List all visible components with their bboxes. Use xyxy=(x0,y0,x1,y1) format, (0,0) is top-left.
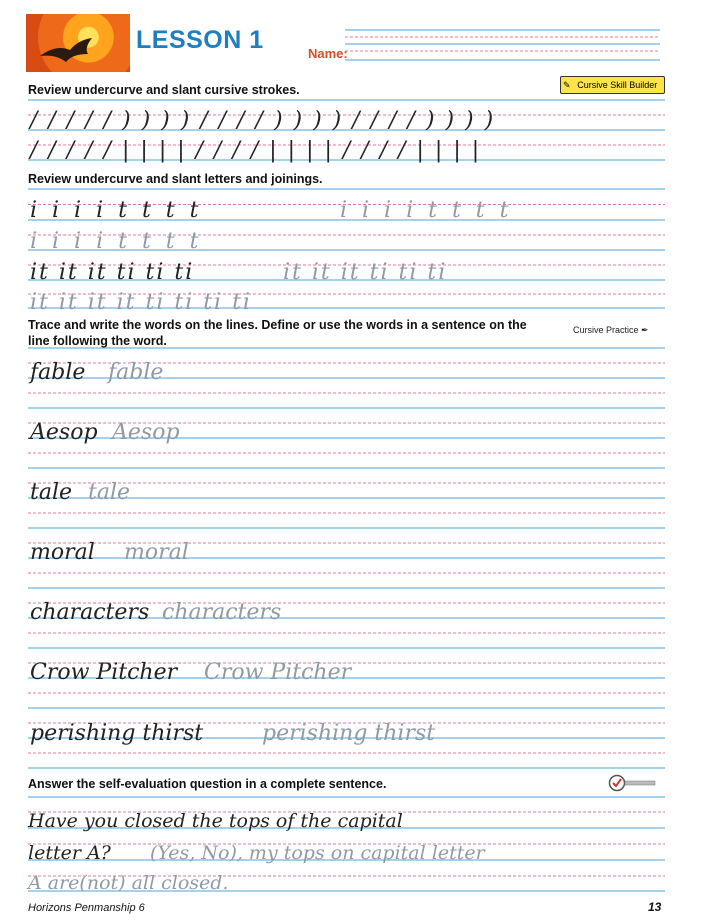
stroke-row-2: / / / / / | | | | / / / / | | | | / / / / | | | | xyxy=(30,138,482,163)
word-fable: fable xyxy=(30,360,86,385)
practice-instruction-line-1: Trace and write the words on the lines. Define or use the words in a sentence on the xyxy=(28,318,527,332)
letters-row-2-trace: i i i i t t t t xyxy=(30,229,203,254)
word-aesop: Aesop xyxy=(30,420,98,445)
word-characters-trace: characters xyxy=(162,600,282,625)
cursive-practice-badge xyxy=(573,325,649,336)
evaluation-answer-trace-1: (Yes, No), my tops on capital letter xyxy=(150,842,485,864)
skill-builder-label: Cursive Skill Builder xyxy=(577,80,658,90)
lesson-logo-image xyxy=(26,14,130,72)
practice-instruction-line-2: line following the word. xyxy=(28,334,167,348)
evaluation-question-line-1: Have you closed the tops of the capital xyxy=(28,810,403,832)
word-moral-trace: moral xyxy=(124,540,189,565)
word-crow-pitcher: Crow Pitcher xyxy=(30,660,178,685)
strokes-instruction: Review undercurve and slant cursive strokes. xyxy=(28,83,300,97)
word-tale-trace: tale xyxy=(88,480,131,505)
check-magnifier-icon xyxy=(607,774,657,797)
stroke-row-1: / / / / / ) ) ) ) / / / / ) ) ) ) / / / / ) ) ) ) xyxy=(30,108,496,133)
word-moral: moral xyxy=(30,540,95,565)
joinings-row-2-trace: it it it it ti ti ti ti xyxy=(30,290,252,315)
quill-icon: ✒ xyxy=(641,325,649,335)
letters-row-1: i i i i t t t t xyxy=(30,198,203,223)
evaluation-answer-trace-2: A are(not) all closed. xyxy=(28,872,229,894)
letters-row-1-trace: i i i i t t t t xyxy=(340,198,513,223)
page-number: 13 xyxy=(648,900,662,914)
pencil-icon: ✎ xyxy=(563,80,571,90)
word-tale: tale xyxy=(30,480,73,505)
joinings-row: it it it ti ti ti xyxy=(30,260,195,285)
joinings-row-trace: it it it ti ti ti xyxy=(283,260,448,285)
letters-instruction: Review undercurve and slant letters and joinings. xyxy=(28,172,323,186)
word-fable-trace: fable xyxy=(108,360,164,385)
cursive-practice-label: Cursive Practice xyxy=(573,325,639,335)
evaluation-question-line-2: letter A? xyxy=(28,842,111,864)
skill-builder-badge xyxy=(560,76,665,94)
word-aesop-trace: Aesop xyxy=(112,420,180,445)
evaluation-instruction: Answer the self-evaluation question in a complete sentence. xyxy=(28,777,387,791)
bird-silhouette-icon xyxy=(26,14,130,72)
lesson-title: LESSON 1 xyxy=(136,26,264,54)
word-characters: characters xyxy=(30,600,150,625)
name-label: Name: xyxy=(308,46,348,61)
word-perishing-thirst-trace: perishing thirst xyxy=(262,721,436,746)
practice-instruction xyxy=(28,317,558,349)
book-title: Horizons Penmanship 6 xyxy=(28,902,145,914)
word-perishing-thirst: perishing thirst xyxy=(30,721,204,746)
word-crow-pitcher-trace: Crow Pitcher xyxy=(204,660,352,685)
